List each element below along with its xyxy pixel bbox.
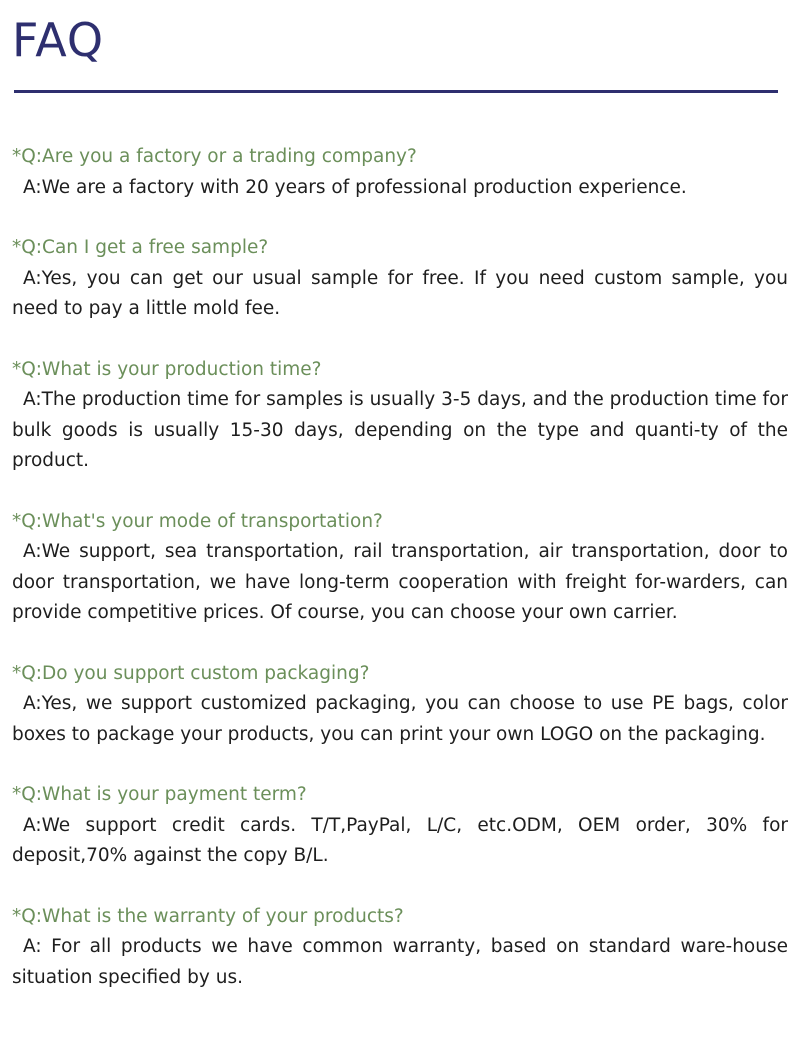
faq-list (12, 142, 788, 1023)
faq-answer: A:Yes, you can get our usual sample for free. If you need custom sample, you need to pay a little mold fee. (12, 267, 788, 319)
title-divider (14, 90, 778, 93)
faq-answer: A:We support, sea transportation, rail transportation, air transportation, door to door transportation, we have long-term cooperation with freight for-warders, can provide competitive prices. Of course, you can choose your own carrier. (12, 541, 788, 623)
faq-question: *Q:What is your payment term? (12, 784, 307, 805)
faq-item (12, 659, 788, 751)
faq-question: *Q:Do you support custom packaging? (12, 662, 370, 684)
faq-answer: A:We are a factory with 20 years of professional production experience. (23, 176, 687, 198)
faq-question: *Q:What is the warranty of your products? (12, 905, 404, 927)
faq-item (12, 233, 788, 325)
page-title: FAQ (12, 13, 105, 67)
faq-answer: A:We support credit cards. T/T,PayPal, L/C, etc.ODM, OEM order, 30% for deposit,70% against the copy B/L. (12, 814, 788, 866)
faq-answer: A: For all products we have common warranty, based on standard ware-house situation specified by us. (12, 936, 788, 988)
faq-question: *Q:What is your production time? (12, 358, 322, 380)
faq-answer: A:The production time for samples is usually 3-5 days, and the production time for bulk goods is usually 15-30 days, depending on the type and quanti-ty of the product. (12, 389, 788, 471)
faq-question: *Q:Are you a factory or a trading company? (12, 146, 417, 167)
faq-answer: A:Yes, we support customized packaging, you can choose to use PE bags, color boxes to package your products, you can print your own LOGO on the packaging. (12, 693, 788, 745)
faq-item (12, 142, 788, 203)
faq-item (12, 902, 788, 994)
faq-question: *Q:Can I get a free sample? (12, 237, 269, 258)
faq-question: *Q:What's your mode of transportation? (12, 510, 383, 532)
faq-item (12, 355, 788, 477)
faq-item (12, 780, 788, 872)
faq-item (12, 507, 788, 629)
